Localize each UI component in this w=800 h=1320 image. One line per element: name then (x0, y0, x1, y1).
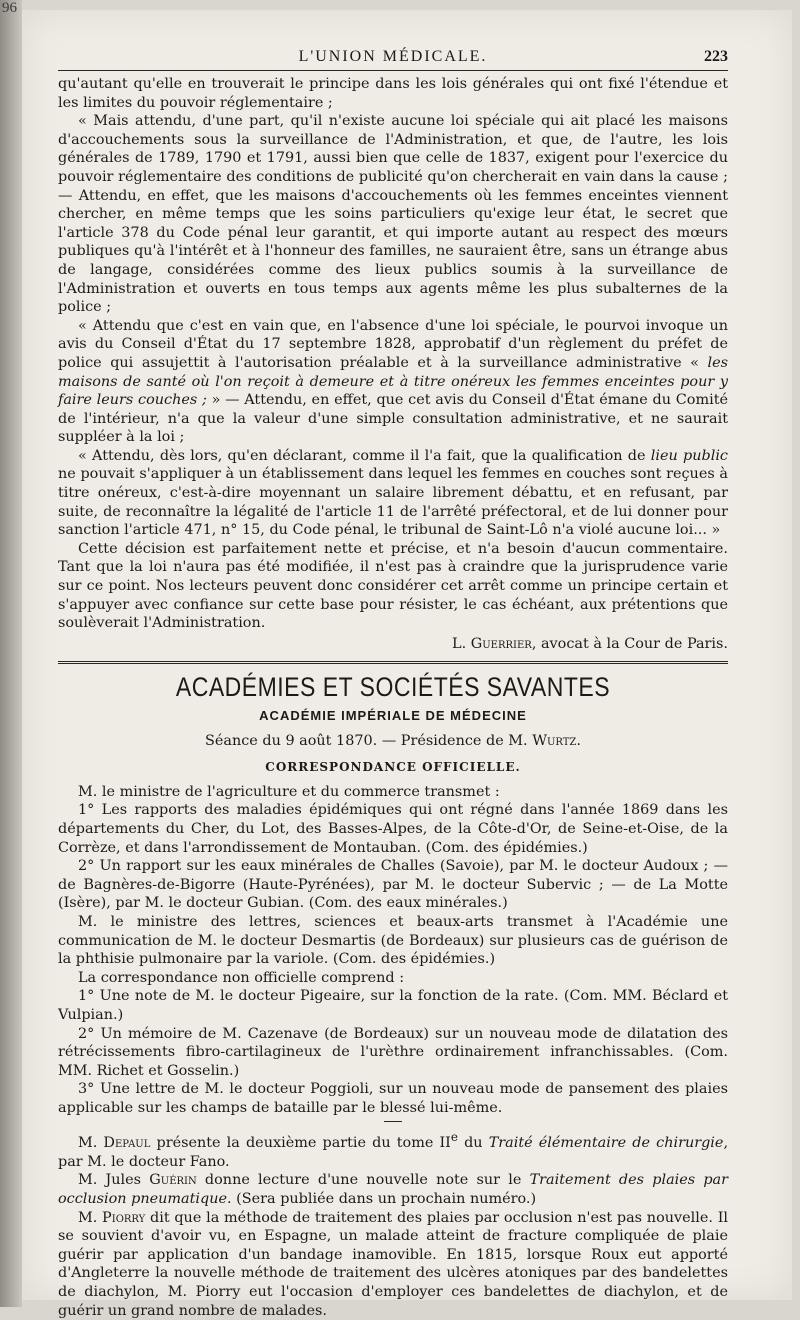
section-title: ACADÉMIES ET SOCIÉTÉS SAVANTES (175, 672, 611, 703)
journal-title: L'UNION MÉDICALE. (298, 48, 488, 65)
paragraph: M. le ministre de l'agriculture et du commerce transmet : (78, 783, 500, 800)
page-number: 223 (704, 48, 728, 65)
paragraph: M. Jules Guérin donne lecture d'une nouvelle note sur le Traitement des plaies par occlusion pneumatique. (Sera publiée dans un prochain numéro.) (58, 1172, 729, 1208)
paragraph: 2° Un mémoire de M. Cazenave (de Bordeaux) sur un nouveau mode de dilatation des rétrécissements fibro-cartilagineux de l'urèthre ordinairement infranchissables. (Com. MM. Richet et Gosselin.) (58, 1025, 728, 1079)
seance-line: Séance du 9 août 1870. — Présidence de M. Wurtz. (205, 732, 581, 749)
paragraph: Cette décision est parfaitement nette et précise, et n'a besoin d'aucun commentaire. Tant que la loi n'aura pas été modifiée, il n'est pas à craindre que la jurisprudence varie sur ce point. Nos lecteurs peuvent donc considérer cet arrêt comme un principe certain et s'appuyer avec confiance sur cette base pour résister, le cas échéant, aux prétentions que soulèverait l'Administration. (58, 540, 728, 632)
paragraph: « Mais attendu, d'une part, qu'il n'existe aucune loi spéciale qui ait placé les maisons d'accouchements sous la surveillance de l'Administration, et que, de l'autre, les lois générales de 1789, 1790 et 1791, aussi bien que celle de 1837, exigent pour l'exercice du pouvoir réglementaire des conditions de publicité qu'on chercherait en vain dans la cause ; — Attendu, en effet, que les maisons d'accouchements où les femmes enceintes viennent chercher, en même temps que les soins particuliers qu'exige leur état, le secret que l'article 378 du Code pénal leur garantit, et qui importe autant au respect des mœurs publiques qu'à l'intérêt et à l'honneur des familles, ne sauraient être, sans un étrange abus de langage, considérées comme des lieux publics soumis à la surveillance de l'Administration et ouverts en tous temps aux agents même les plus subalternes de la police ; (58, 113, 728, 316)
paragraph: qu'autant qu'elle en trouverait le principe dans les lois générales qui ont fixé l'étendue et les limites du pouvoir réglementaire ; (58, 76, 728, 111)
correspondence-title: CORRESPONDANCE OFFICIELLE. (265, 760, 521, 775)
paragraph: « Attendu, dès lors, qu'en déclarant, comme il l'a fait, que la qualification de lieu public ne pouvait s'appliquer à un établissement dans lequel les femmes en couches sont reçues à titre onéreux, c'est-à-dire moyennant un salaire librement débattu, et en refusant, par suite, de reconnaître la légalité de l'article 11 de l'arrêté préfectoral, et de lui donner pour sanction l'article 471, n° 15, du Code pénal, le tribunal de Saint-Lô n'a violé aucune loi... » (58, 447, 728, 539)
paragraph: M. Depaul présente la deuxième partie du tome IIe du Traité élémentaire de chirurgie, par M. le docteur Fano. (58, 1130, 729, 1170)
academy-title: ACADÉMIE IMPÉRIALE DE MÉDECINE (259, 708, 527, 723)
paragraph: M. le ministre des lettres, sciences et beaux-arts transmet à l'Académie une communication de M. le docteur Desmartis (de Bordeaux) sur plusieurs cas de guérison de la phthisie pulmonaire par la variole. (Com. des épidémies.) (58, 913, 728, 968)
paragraph: 3° Une lettre de M. le docteur Poggioli, sur un nouveau mode de pansement des plaies applicable sur les champs de bataille par le blessé lui-même. (58, 1081, 728, 1116)
running-header (58, 44, 728, 71)
paragraph: 1° Les rapports des maladies épidémiques qui ont régné dans l'année 1869 dans les départements du Cher, du Lot, des Basses-Alpes, de la Côte-d'Or, de Seine-et-Oise, de la Corrèze, et dans l'arrondissement de Montauban. (Com. des épidémies.) (58, 802, 728, 856)
section-divider (58, 661, 728, 664)
paragraph: « Attendu que c'est en vain que, en l'absence d'une loi spéciale, le pourvoi invoque un avis du Conseil d'État du 17 septembre 1828, approbatif d'un règlement du préfet de police qui assujettit à l'autorisation préalable et à la surveillance administrative « les maisons de santé où l'on reçoit à demeure et à titre onéreux les femmes enceintes pour y faire leurs couches ; » — Attendu, en effet, que cet avis du Conseil d'État émane du Comité de l'intérieur, n'a que la valeur d'une simple consultation administrative, et ne saurait suppléer à la loi ; (58, 317, 728, 446)
paragraph: La correspondance non officielle comprend : (78, 969, 405, 986)
short-separator (384, 1121, 402, 1122)
page-content (58, 44, 728, 1320)
paragraph: M. Piorry dit que la méthode de traitement des plaies par occlusion n'est pas nouvelle. Il se souvient d'avoir vu, en Espagne, un malade atteint de fracture compliquée de plaie guérir par application d'un bandage inamovible. En 1815, lorsque Roux eut apporté d'Angleterre la nouvelle méthode de traitement des ulcères atoniques par des bandelettes de diachylon, M. Piorry eut l'occasion d'employer ces bandelettes de diachylon, et de guérir un grand nombre de malades. (58, 1209, 728, 1319)
margin-number: 96 (2, 0, 17, 16)
signature: L. Guerrier, avocat à la Cour de Paris. (452, 635, 728, 652)
page-edge-strip (0, 0, 22, 1307)
paragraph: 2° Un rapport sur les eaux minérales de Challes (Savoie), par M. le docteur Audoux ; — de Bagnères-de-Bigorre (Haute-Pyrénées), par M. le docteur Subervic ; — de La Motte (Isère), par M. le docteur Gubian. (Com. des eaux minérales.) (58, 858, 728, 912)
paragraph: 1° Une note de M. le docteur Pigeaire, sur la fonction de la rate. (Com. MM. Béclard et Vulpian.) (58, 988, 728, 1023)
